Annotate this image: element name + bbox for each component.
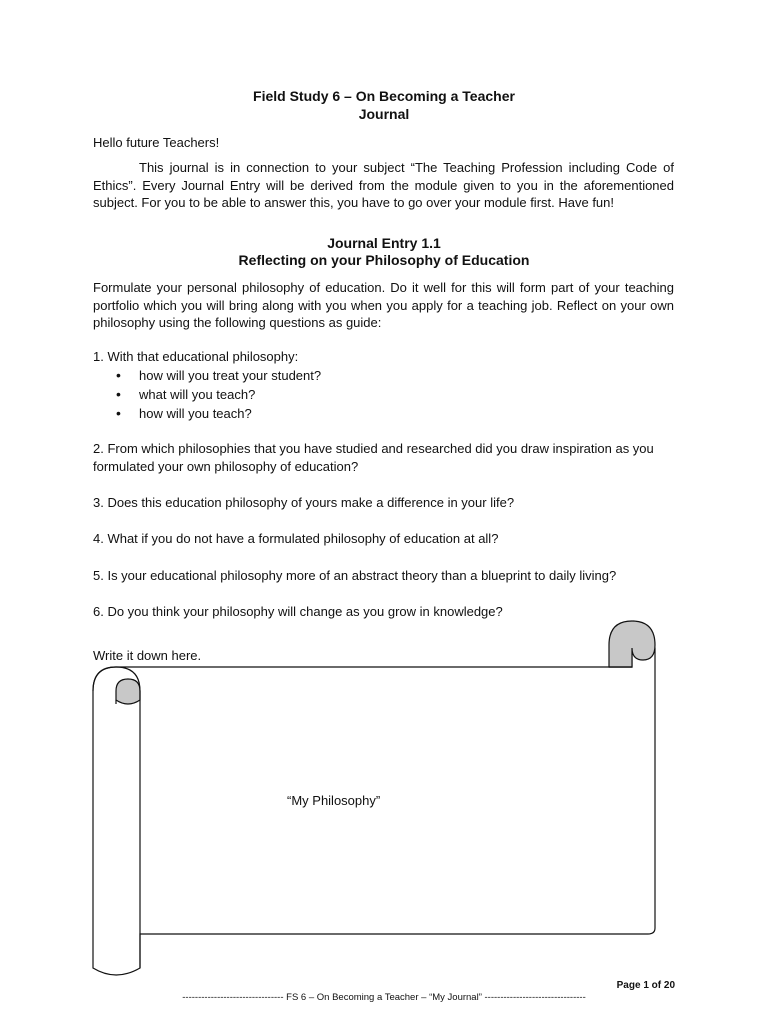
intro-paragraph-text: This journal is in connection to your subject “The Teaching Profession including Code of Ethics”. Every Journal Entry will be derived from the module given to you in the aforementioned subject. For you to be able to answer this, you have to go over your module first. Have fun! [93,160,674,210]
write-prompt: Write it down here. [93,648,202,663]
page-number: Page 1 of 20 [616,980,675,991]
question-4: 4. What if you do not have a formulated philosophy of education at all? [93,531,499,546]
question-3: 3. Does this education philosophy of yours make a difference in your life? [93,495,515,510]
bullet-item: • how will you treat your student? [116,366,321,385]
page-footer: -------------------------------- FS 6 – On Becoming a Teacher – “My Journal” -------------------------------- [182,992,586,1003]
entry-title: Reflecting on your Philosophy of Education [238,252,530,268]
greeting: Hello future Teachers! [93,135,220,150]
scroll-curl-top-left [116,679,140,704]
question-1: 1. With that educational philosophy: [93,349,299,364]
bullet-item: • how will you teach? [116,404,321,423]
document-subtitle: Journal [358,106,410,122]
scroll-label: “My Philosophy” [287,793,381,808]
document-title: Field Study 6 – On Becoming a Teacher [253,88,515,104]
bullet-item: • what will you teach? [116,385,321,404]
entry-instructions: Formulate your personal philosophy of education. Do it well for this will form part of your teaching portfolio which you will bring along with you when you apply for a teaching job. Reflect on your own philosophy using the following questions as guide: [93,280,674,330]
question-2: 2. From which philosophies that you have studied and researched did you draw inspiration as you formulated your own philosophy of education? [93,441,654,474]
question-6: 6. Do you think your philosophy will change as you grow in knowledge? [93,604,503,619]
question-5: 5. Is your educational philosophy more of an abstract theory than a blueprint to daily living? [93,568,617,583]
entry-number: Journal Entry 1.1 [327,235,441,251]
